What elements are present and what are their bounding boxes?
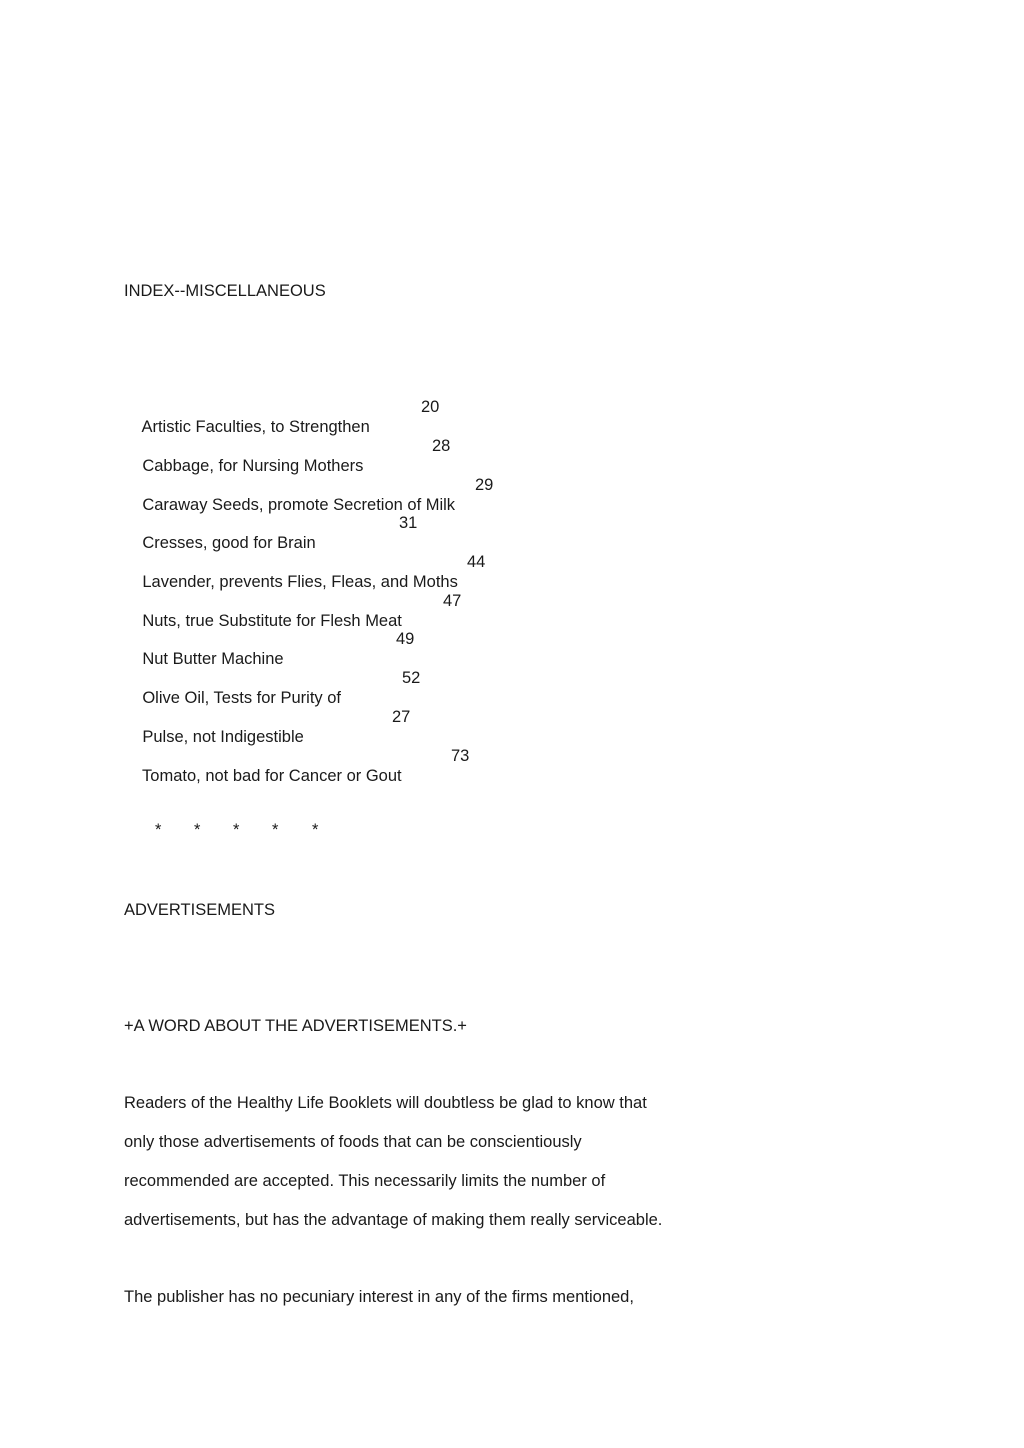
index-entry-label: Nut Butter Machine: [142, 650, 284, 668]
index-entry: [124, 668, 421, 707]
index-entry: [124, 475, 494, 514]
index-entry-page: 47: [443, 592, 462, 610]
separator-asterisk: *: [155, 821, 162, 839]
index-entry-page: 20: [421, 398, 440, 416]
index-entry-page: 29: [475, 476, 494, 494]
advertisements-subheading: +A WORD ABOUT THE ADVERTISEMENTS.+: [124, 1017, 467, 1035]
index-entry-label: Artistic Faculties, to Strengthen: [141, 418, 370, 436]
index-entry-page: 27: [392, 708, 411, 726]
index-entry-page: 28: [432, 437, 451, 455]
index-entry-label: Caraway Seeds, promote Secretion of Milk: [142, 496, 456, 514]
separator-asterisk: *: [312, 821, 319, 839]
paragraph-line: advertisements, but has the advantage of making them really serviceable.: [124, 1211, 663, 1229]
advertisements-heading: ADVERTISEMENTS: [124, 901, 275, 919]
separator-asterisk: *: [233, 821, 240, 839]
index-entry-page: 49: [396, 630, 415, 648]
index-entry: [124, 436, 451, 475]
separator-asterisk: *: [272, 821, 279, 839]
index-entry-label: Tomato, not bad for Cancer or Gout: [142, 767, 402, 785]
paragraph-line: Readers of the Healthy Life Booklets will doubtless be glad to know that: [124, 1094, 647, 1112]
separator-asterisk: *: [194, 821, 201, 839]
index-entry: [124, 591, 462, 630]
index-entry-label: Olive Oil, Tests for Purity of: [142, 689, 342, 707]
index-entry-label: Cabbage, for Nursing Mothers: [142, 457, 364, 475]
paragraph-line: recommended are accepted. This necessarily limits the number of: [124, 1172, 606, 1190]
index-entry: [124, 629, 415, 668]
index-entry: [124, 397, 440, 436]
index-entry-label: Pulse, not Indigestible: [142, 728, 304, 746]
paragraph-line: The publisher has no pecuniary interest in any of the firms mentioned,: [124, 1288, 634, 1306]
index-entry-page: 52: [402, 669, 421, 687]
index-entry-label: Lavender, prevents Flies, Fleas, and Moths: [142, 573, 458, 591]
index-entry: [124, 552, 486, 591]
index-entry-label: Cresses, good for Brain: [142, 534, 316, 552]
index-entry: [124, 707, 411, 746]
index-entry-page: 31: [399, 514, 418, 532]
index-entry-page: 44: [467, 553, 486, 571]
index-heading: INDEX--MISCELLANEOUS: [124, 282, 326, 300]
index-entry-page: 73: [451, 747, 470, 765]
index-entry: [124, 746, 470, 785]
index-entry-label: Nuts, true Substitute for Flesh Meat: [142, 612, 402, 630]
index-entry: [124, 513, 418, 552]
paragraph-line: only those advertisements of foods that can be conscientiously: [124, 1133, 582, 1151]
